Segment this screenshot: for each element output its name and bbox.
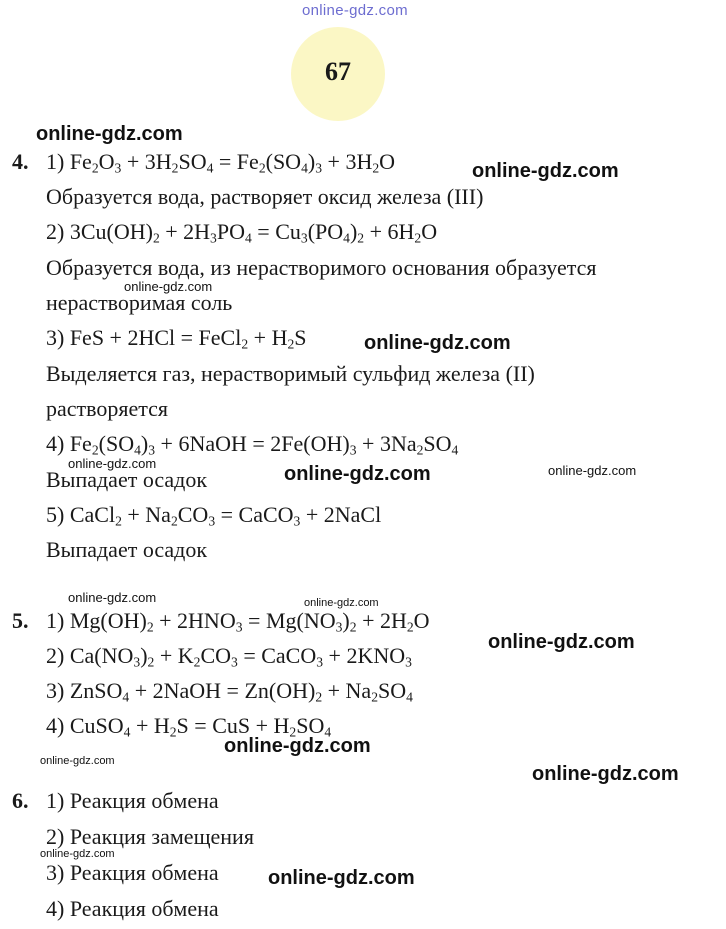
watermark: online-gdz.com bbox=[472, 160, 619, 182]
watermark: online-gdz.com bbox=[304, 597, 379, 609]
page-number-badge bbox=[291, 27, 385, 121]
watermark: online-gdz.com bbox=[40, 755, 115, 767]
watermark: online-gdz.com bbox=[40, 848, 115, 860]
page-number: 67 bbox=[325, 57, 351, 86]
answer-line: Образуется вода, из нерастворимого основания образуется bbox=[46, 255, 597, 280]
answer-line: Образуется вода, растворяет оксид железа (III) bbox=[46, 184, 484, 209]
answer-line: 4) $Fe_2(SO_4)_3$ + 6NaOH = $2Fe(OH)_3 + 3Na_2SO_4$ bbox=[46, 431, 459, 458]
watermark: online-gdz.com bbox=[532, 763, 679, 785]
watermark: online-gdz.com bbox=[68, 456, 157, 471]
answer-line: Выделяется газ, нерастворимый сульфид железа (II) bbox=[46, 361, 535, 386]
task-number: 4. bbox=[12, 149, 29, 174]
watermark: online-gdz.com bbox=[488, 631, 635, 653]
answer-line: 2) $Ca(NO_3)_2 + K_2CO_3$ = CaCO$_3$ + $2KNO_3$ bbox=[46, 643, 412, 670]
answer-line: 1) Реакция обмена bbox=[46, 788, 219, 813]
task-number: 5. bbox=[12, 608, 29, 633]
answer-line: 4) Реакция обмена bbox=[46, 896, 219, 921]
answer-line: 1) $Mg(OH)_2 + 2HNO_3 = Mg(NO_3)_2 + 2H_2O$ bbox=[46, 608, 430, 635]
watermark: online-gdz.com bbox=[124, 279, 213, 294]
answer-line: 1) $Fe_2O_3 + 3H_2SO_4 = Fe_2(SO_4)_3 + 3H_2O$ bbox=[46, 149, 396, 176]
answer-line: нерастворимая соль bbox=[46, 290, 233, 315]
answer-line: 2) Реакция замещения bbox=[46, 824, 254, 849]
answer-line: Выпадает осадок bbox=[46, 467, 208, 492]
watermark: online-gdz.com bbox=[36, 123, 183, 145]
watermark: online-gdz.com bbox=[284, 463, 431, 485]
answer-line: Выпадает осадок bbox=[46, 537, 208, 562]
answer-line: растворяется bbox=[46, 396, 169, 421]
watermark: online-gdz.com bbox=[68, 590, 157, 605]
answer-line: 4) CuSO$_4$ + $H_2S$ = CuS + $H_2SO_4$ bbox=[46, 713, 332, 740]
answer-line: 2) $3Cu(OH)_2 + 2H_3PO_4 = Cu_3(PO_4)_2 + 6H_2O$ bbox=[46, 219, 438, 246]
answer-line: 3) ZnSO$_4$ + 2NaOH = $Zn(OH)_2 + Na_2SO_4$ bbox=[46, 678, 413, 705]
watermark: online-gdz.com bbox=[224, 735, 371, 757]
watermark: online-gdz.com bbox=[548, 463, 637, 478]
task-number: 6. bbox=[12, 788, 29, 813]
answer-line: 3) FeS + 2HCl = FeCl$_2$ + $H_2S$ bbox=[46, 325, 307, 352]
answer-line: 5) CaCl$_2$ + $Na_2CO_3$ = CaCO$_3$ + 2NaCl bbox=[46, 502, 382, 529]
header-watermark: online-gdz.com bbox=[302, 2, 408, 19]
watermark: online-gdz.com bbox=[364, 332, 511, 354]
answer-line: 3) Реакция обмена bbox=[46, 860, 219, 885]
watermark: online-gdz.com bbox=[268, 867, 415, 889]
